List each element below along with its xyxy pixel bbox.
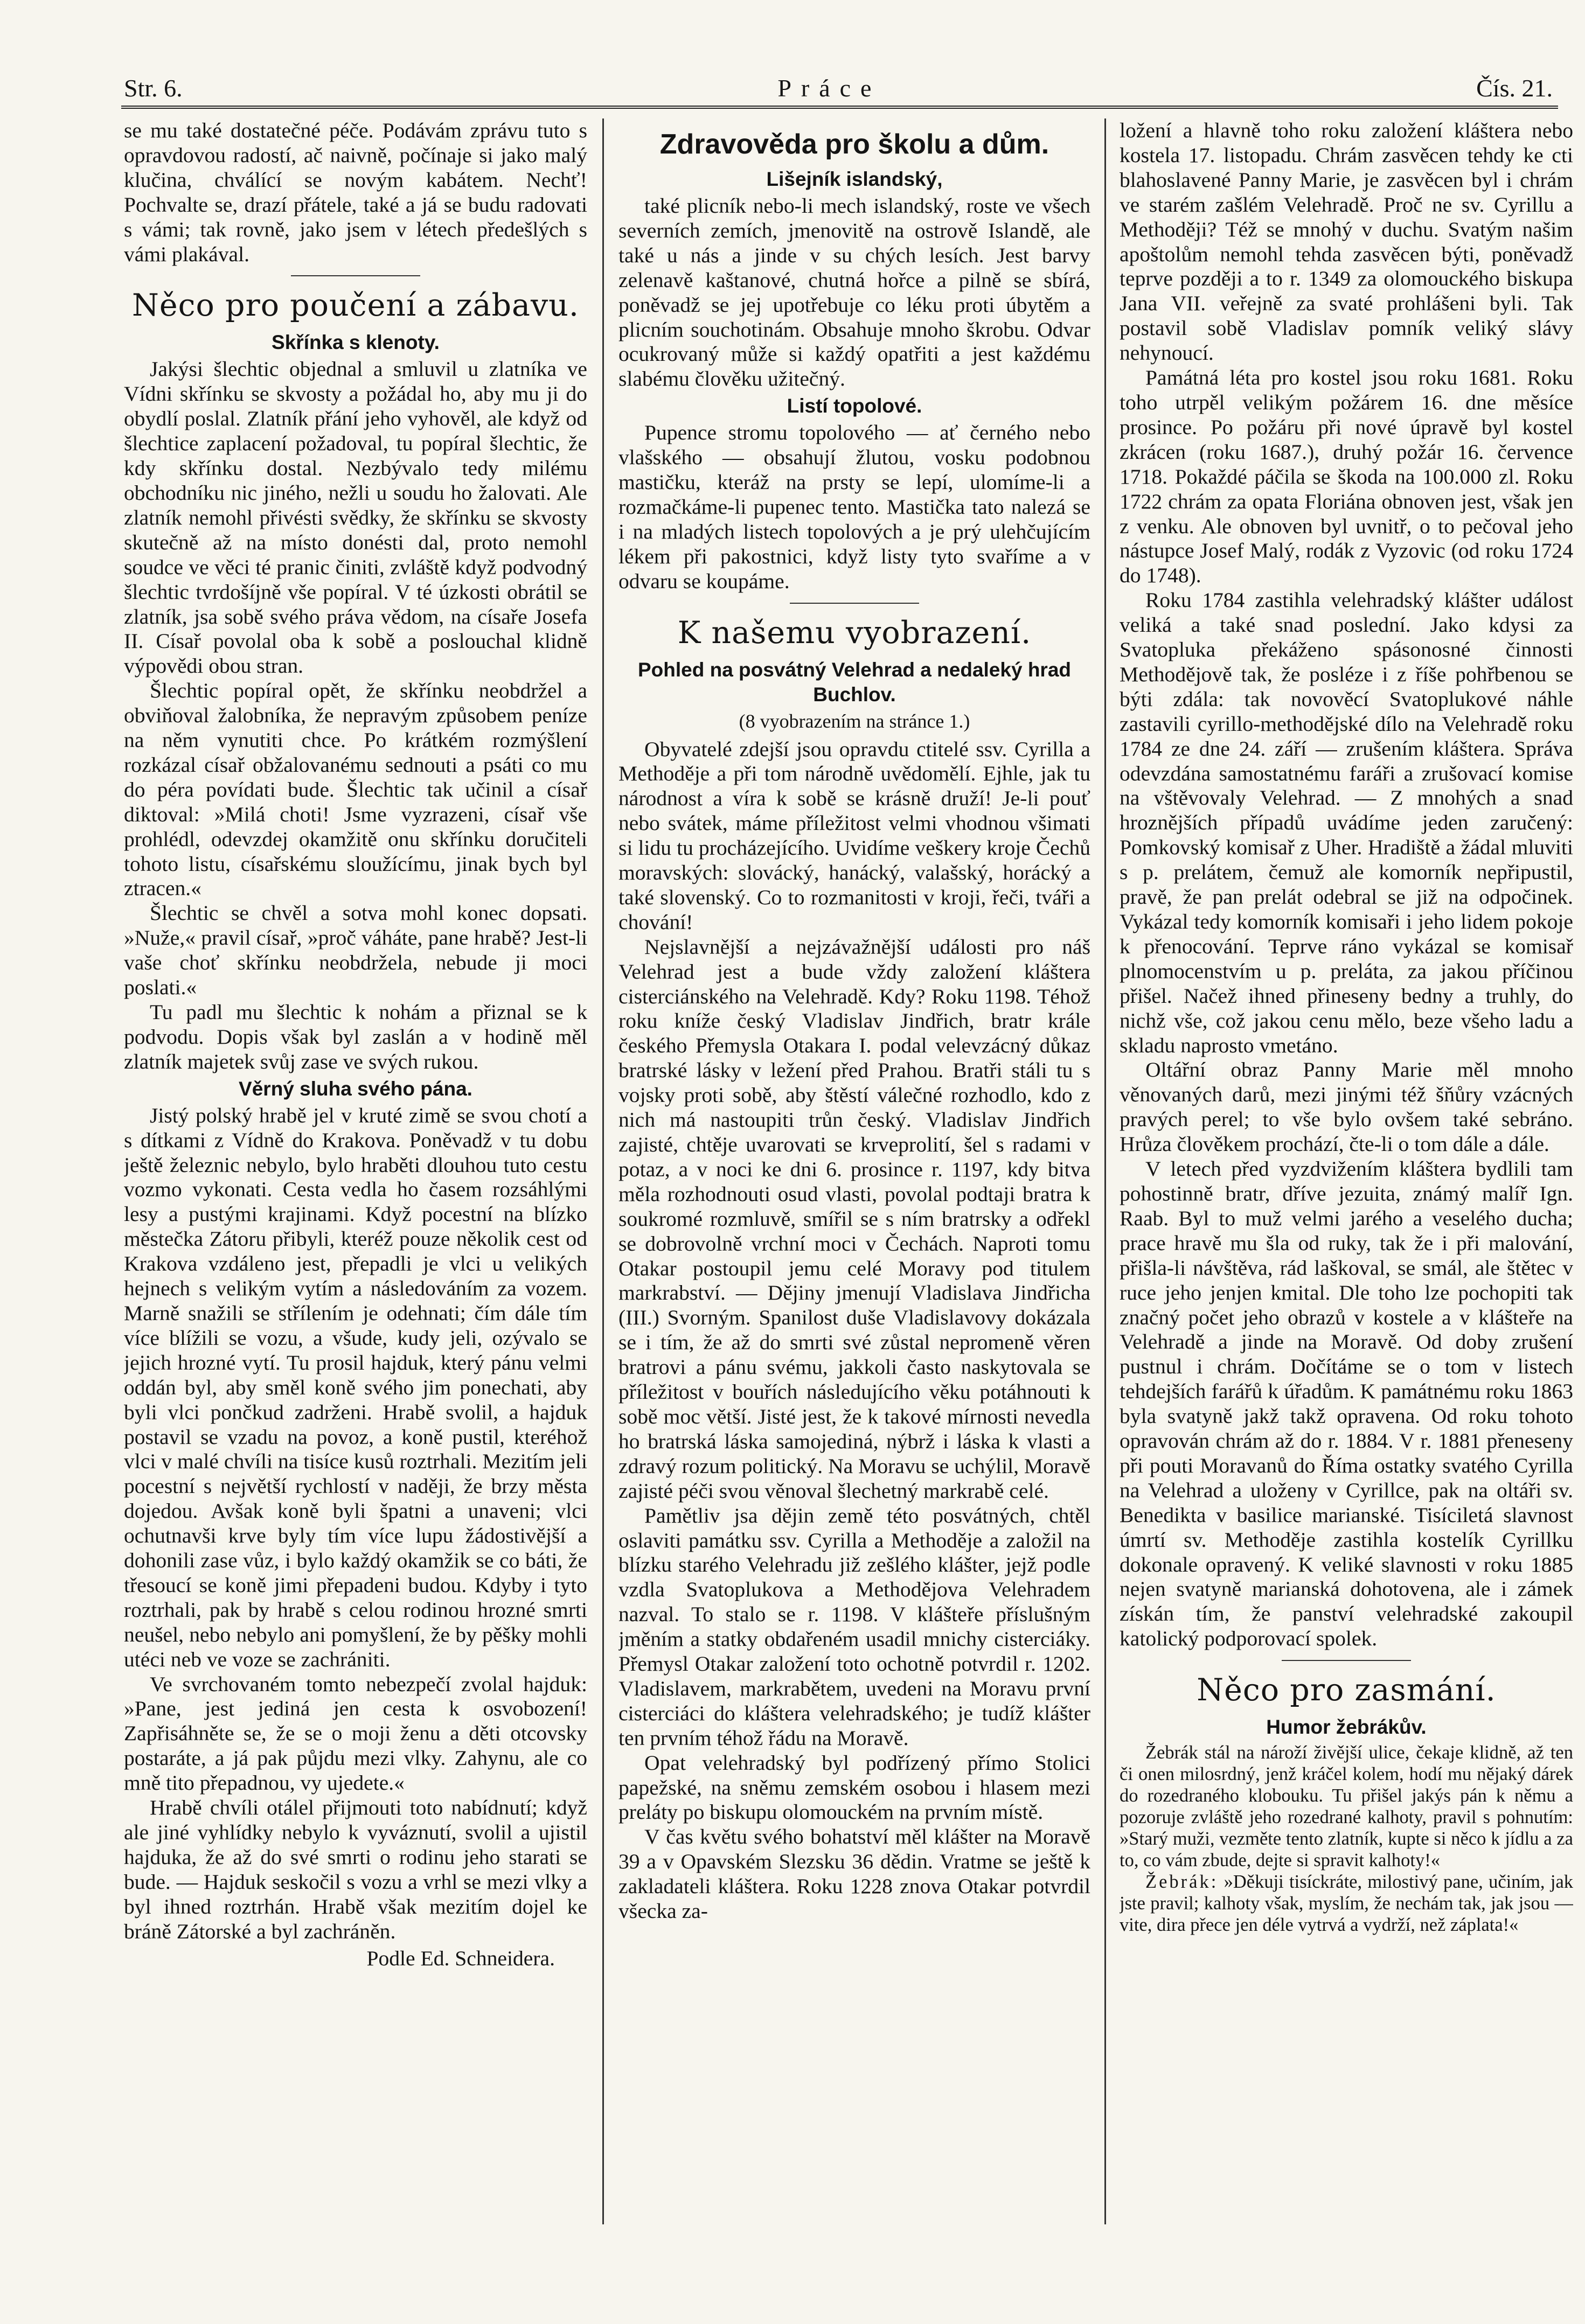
header-rule	[121, 106, 1558, 109]
running-header	[124, 65, 1553, 102]
issue-number: Čís. 21.	[1476, 74, 1553, 102]
paragraph: Opat velehradský byl podřízený přímo Stolici papežské, na sněmu zemském osobou i hlasem mezi preláty po biskupu olomouckém na prvním místě.	[618, 1750, 1090, 1824]
page-number: Str. 6.	[124, 74, 183, 102]
paragraph: ložení a hlavně toho roku založení kláštera nebo kostela 17. listopadu. Chrám zasvěcen tehdy ke cti blahoslavené Panny Marie, je zasvěcen byl i chrám ve starém zašlém Velehradě. Proč ne sv. Cyrillu a Methoději? Též se mnohý v duchu. Svatým našim apoštolům nemohl tehda zasvěcen býti, poněvadž teprve později a to r. 1349 za olomouckého biskupa Jana VII. veřejně za svaté prohlášeni byli. Tak postavil sobě Vladislav pomník veliký slávy nehynoucí.	[1120, 118, 1573, 365]
paragraph: Tu padl mu šlechtic k nohám a přiznal se k podvodu. Dopis však byl zaslán a v hodině měl zlatník majetek svůj zase ve svých rukou.	[124, 1000, 587, 1073]
section-title-humor: Něco pro zasmání.	[1197, 1672, 1496, 1708]
paragraph: V letech před vyzdvižením kláštera bydlili tam pohostinně bratr, dříve jezuita, známý malíř Ign. Raab. Byl to muž velmi jarého a veselého ducha; prace hravě mu šla od ruky, tak že i při malování, přišla-li návštěva, rád laškoval, se smál, ale štětec v ruce jeho jenjen kmital. Dle toho lze pochopiti tak značný počet jeho obrazů v kostele a v klášteře na Velehradě a jinde na Moravě. Od doby zrušení pustnul i chrám. Dočítáme se o tom v listech tehdejších farářů k úřadům. K památnému roku 1863 byla svatyně jakž takž opravena. Od roku tohoto opravován chrám až do r. 1884. V r. 1881 přeneseny při pouti Moravanů do Říma ostatky svatého Cyrilla na Velehrad a uloženy v Cyrillce, pak na oltáři sv. Benedikta v basilice marianské. Tisíciletá slavnost úmrtí sv. Methoděje zastihla kostelík Cyrillku dokonale opravený. K veliké slavnosti v roku 1885 nejen svatyně marianská dohotovena, ale i zámek získán tím, že panství velehradské zakoupil katolický podporovací spolek.	[1120, 1157, 1573, 1651]
separator-rule	[1282, 1660, 1411, 1661]
dialogue-text: »Děkuji tisíckráte, milostivý pane, učiním, jak jste pravil; kalhoty však, myslím, že nechám tak, jak jsou — vite, dira přece jen déle vytrvá a vydrží, než záplata!«	[1120, 1872, 1573, 1936]
paragraph: V čas květu svého bohatství měl klášter na Moravě 39 a v Opavském Slezsku 36 dědin. Vratme se ještě k zakladateli kláštera. Roku 1228 znova Otakar potvrdil všecka za-	[618, 1825, 1090, 1923]
masthead-title: Práce	[777, 74, 881, 102]
story-title-faithful-servant: Věrný sluha svého pána.	[239, 1077, 472, 1100]
paragraph: Památná léta pro kostel jsou roku 1681. Roku toho utrpěl velikým požárem 16. dne měsíce prosince. Po požáru při nové úpravě byl kostel zkrácen (roku 1687.), druhý požár 16. července 1718. Pokaždé páčila se škoda na 100.000 zl. Roku 1722 chrám za opata Floriána obnoven jest, však jen z venku. Ale obnoven byl uvnitř, o to pečoval jeho nástupce Josef Malý, rodák z Vyzovic (od roku 1724 do 1748).	[1120, 366, 1573, 588]
paragraph: Šlechtic popíral opět, že skřínku neobdržel a obviňoval žalobníka, že nepravým způsobem peníze na něm vynutiti chce. Po krátkém rozmýšlení rozkázal císař obžalovanému sednouti a psáti co mu do péra povídati bude. Šlechtic tak učinil a císař diktoval: »Milá choti! Jsme vyzrazeni, císař vše prohlédl, odevzdej okamžitě onu skřínku doručiteli tohoto listu, císařskému sloužícímu, jinak bych byl ztracen.«	[124, 679, 587, 901]
paragraph: Šlechtic se chvěl a sotva mohl konec dopsati. »Nuže,« pravil císař, »proč váháte, pane hrabě? Jest-li vaše choť skřínku neobdržela, nebude ji moci poslati.«	[124, 901, 587, 1000]
subhead-icelandic-lichen: Lišejník islandský,	[766, 168, 943, 190]
column-divider	[1104, 118, 1106, 2224]
paragraph: také plicník nebo-li mech islandský, roste ve všech severních zemích, jmenovitě na ostrově Islandě, ale také u nás a jinde v su chých lesích. Jest barvy zelenavě kaštanové, chutná hořce a pilně se sbírá, poněvadž se jej upotřebuje co léku proti úbytěm a plicním souchotinám. Obsahuje mnoho škrobu. Odvar ocukrovaný může si každý opatřiti a jest každému slabému člověku užitečný.	[618, 194, 1090, 391]
separator-rule	[291, 275, 420, 276]
paragraph: Obyvatelé zdejší jsou opravdu ctitelé ssv. Cyrilla a Methoděje a při tom národně uvědomělí. Ejhle, jak tu národnost a víra k sobě se krásně druží! Je-li pouť nebo svátek, máme příležitost velmi vhodnou všimati si lidu tu procházejícího. Uvidíme veškery kroje Čechů moravských: slovácký, hanácký, valašský, horácký a také slovenský. Co to rozmanitosti v kroji, řeči, tváři a chování!	[618, 737, 1090, 934]
paragraph: Pamětliv jsa dějin země této posvátných, chtěl oslaviti památku ssv. Cyrilla a Methoděje a založil na blízku starého Velehradu již zešlého klášter, jejž podle vzdla Svatoplukova a Methodějova Velehradem nazval. To stalo se r. 1198. V klášteře příslušným jměním a statky obdařeném usadil mnichy cisterciáky. Přemysl Otakar založení toto ochotně potvrdil r. 1202. Vladislavem, markrabětem, uvedeni na Moravu první cisterciáci do kláštera velehradského; je tudíž klášter ten prvním téhož řádu na Moravě.	[618, 1503, 1090, 1750]
illustration-note: (8 vyobrazením na stránce 1.)	[739, 710, 970, 732]
byline: Podle Ed. Schneidera.	[366, 1946, 555, 1970]
paragraph: Roku 1784 zastihla velehradský klášter událost veliká a také snad poslední. Jako kdysi za Svatopluka překáženo spásonosné činnosti Methodějově tak, že posléze i z říše pohřbenou se býti zdála: tak novověcí Svatoplukové náhle zastavili cyrillo-methodějské dílo na Velehradě roku 1784 ze dne 24. září — zrušením kláštera. Správa odevzdána samostatnému faráři a zrušovací komise na vštěvovaly Velehrad. — Z mnohých a snad hroznějších případů uvádíme jeden zaručený: Pomkovský komisař z Uher. Hradiště a žádal mluviti s p. prelátem, čemuž ale komorník nepřipustil, pravě, že pan prelát odebral se již na odpočinek. Vykázal tedy komorník komisaři i jeho lidem pokoje k přenocování. Teprve ráno vykázal se komisař plnomocenstvím u p. preláta, za jakou příčinou přišel. Načež ihned přineseny bedny a truhly, do nichž vše, což jakou cenu mělo, beze všeho ladu a skladu naprosto vmetáno.	[1120, 588, 1573, 1057]
paragraph: Nejslavnější a nejzávažnější události pro náš Velehrad jest a bude vždy založení kláštera cisterciánského na Velehradě. Kdy? Roku 1198. Téhož roku kníže český Vladislav Jindřich, bratr krále českého Přemysla Otakara I. podal velevzácný důkaz bratrské lásky v ležení před Prahou. Bratři stáli tu s vojsky proti sobě, aby štěstí válečné rozhodlo, kdo z nich má nastoupiti trůn český. Vladislav Jindřich zajisté, chtěje uvarovati se krveprolití, šel s radami v potaz, a v noci ke dni 6. prosince r. 1197, kdy bitva měla rozhodnouti osud vlasti, povolal podtaji bratra k soukromé rozmluvě, smířil se s ním bratrsky a odřekl se dobrovolně vrchní moci v Čechách. Naproti tomu Otakar postoupil jemu celé Moravy pod titulem markrabství. — Dějiny jmenují Vladislava Jindřicha (III.) Svorným. Spanilost duše Vladislavovy dokázala se i tím, že až do smrti své zůstal nepromeně věren bratrovi a pánu svému, jakkoli často naskytovala se příležitost v bouřích následujícího věku potáhnouti k sobě moc větší. Jisté jest, že k takové mírnosti nevedla ho bratrská láska samojediná, nýbrž i láska k vlasti a zdravý rozum politický. Na Moravu se uchýlil, Moravě zajisté péči svou věnoval šlechetný markrabě celé.	[618, 934, 1090, 1503]
column-right	[1120, 118, 1573, 2235]
paragraph: Jistý polský hrabě jel v kruté zimě se svou chotí a s dítkami z Vídně do Krakova. Poněvadž v tu dobu ještě železnic nebylo, bylo hraběti dlouhou tuto cestu vozmo vykonati. Cesta vedla ho časem rozsáhlými lesy a pustými krajinami. Když pocestní na blízko městečka Zátoru přibyli, kteréž pouze několik cest od Krakova vzdáleno jest, přepadli je vlci u velikých hejnech s velikým vytím a následováním za vozem. Marně snažili se střílením je odehnati; čím dále tím více blížili se vozu, a všude, kudy jeli, ozývalo se jejich hrozné vytí. Tu prosil hajduk, který pánu velmi oddán byl, aby směl koně svého jim ponechati, aby byli vlci pončkud zadrženi. Hrabě svolil, a hajduk postavil se vzadu na povoz, a koně pustil, kteréhož vlci v malé chvíli na tisíce kusů roztrhali. Mezitím jeli pocestní s největší rychlostí v naději, že brzy města dojedou. Avšak koně byli špatni a unaveni; vlci ochutnavši krve byly tím více lupu žádostivější a dohonili zase vůz, i bylo každý okamžik se co báti, že třesoucí se koně jimi přepadeni budou. Kdyby i tyto roztrhali, pak by hrabě s celou rodinou hrozné smrti neušel, nebo nebylo ani pomyšlení, že by pěšky mohli utéci neb ve voze se zachrániti.	[124, 1103, 587, 1671]
column-middle	[618, 118, 1090, 2235]
paragraph: Pupence stromu topolového — ať černého nebo vlašského — obsahují žlutou, vosku podobnou mastičku, kteráž na prsty se lepí, ulomíme-li a rozmačkáme-li pupenec tento. Mastička tato nalezá se i na mladých listech topolových a je prý ulehčujícím lékem při pakostnici, když listy tyto svaříme a v odvaru se koupáme.	[618, 421, 1090, 593]
subhead-poplar-leaves: Listí topolové.	[787, 395, 922, 417]
paragraph: Žebrák stál na nároží živější ulice, čekaje klidně, až ten či onen milosrdný, jenž kráčel kolem, hodí mu nějaký dárek do rozedraného klobouku. Tu přišel jakýs pán k němu a pozoruje zvláště jeho rozedrané kalhoty, pravil s pohnutím: »Starý muži, vezměte tento zlatník, kupte si něco k jídlu a za to, co vám zbude, dejte si spravit kalhoty!«	[1120, 1742, 1573, 1871]
section-title-health: Zdravověda pro školu a dům.	[659, 129, 1049, 160]
speaker-label: Žebrák:	[1145, 1872, 1219, 1893]
paragraph: Ve svrchovaném tomto nebezpečí zvolal hajduk: »Pane, jest jediná jen cesta k osvobození! Zapřisáhněte se, že se o moji ženu a děti otcovsky postaráte, a já pak půjdu mezi vlky. Zahynu, ale co mně tito přepadnou, vy ujedete.«	[124, 1672, 587, 1795]
subhead-velehrad: Pohled na posvátný Velehrad a nedaleký hrad Buchlov.	[637, 658, 1071, 706]
separator-rule	[790, 603, 919, 604]
intro-paragraph: se mu také dostatečné péče. Podávám zprávu tuto s opravdovou radostí, ač naivně, počínaje si jako malý klučina, chválící se novým kabátem. Nechť! Pochvalte se, drazí přátele, také a já se budu radovati s vámi; tak rovně, jako jsem v létech předešlých s vámi plakával.	[124, 118, 587, 266]
section-title-entertainment: Něco pro poučení a zábavu.	[132, 288, 579, 324]
paragraph	[1120, 1871, 1573, 1936]
section-title-illustration: K našemu vyobrazení.	[677, 615, 1032, 651]
subhead-beggar-humor: Humor žebrákův.	[1266, 1716, 1427, 1739]
column-divider	[602, 118, 604, 2224]
paragraph: Jakýsi šlechtic objednal a smluvil u zlatníka ve Vídni skřínku se skvosty a požádal ho, aby mu ji do obydlí poslal. Zlatník přání jeho vyhověl, ale když od šlechtice zaplacení požadoval, tu popíral šlechtic, že kdy skřínku dostal. Nezbývalo tedy milému obchodníku nic jiného, nežli u soudu ho žalovati. Ale zlatník nemohl přivésti svědky, že skřínku se skvosty skutečně až na místo donésti dal, proto nemohl soudce ve věci té pranic činiti, zvláště když podvodný šlechtic tvrdošíjně vše popíral. V té úzkosti obrátil se zlatník, jsa sobě svého práva vědom, na císaře Josefa II. Císař povolal oba k sobě a poslouchal klidně výpovědi obou stran.	[124, 357, 587, 678]
paragraph: Hrabě chvíli otálel přijmouti toto nabídnutí; když ale jiné vyhlídky nebylo k vyváznutí, svolil a ujistil hajduka, že až do své smrti o rodinu jeho starati se bude. — Hajduk seskočil s vozu a vrhl se mezi vlky a byl ihned roztrhán. Hrabě však mezitím dojel ke bráně Zátorské a byl zachráněn.	[124, 1796, 587, 1943]
column-left	[124, 118, 587, 2235]
paragraph: Oltářní obraz Panny Marie měl mnoho věnovaných darů, mezi jinými též šňůry vzácných pravých perel; to vše bylo ovšem také sebráno. Hrůza člověkem prochází, čte-li o tom dále a dále.	[1120, 1058, 1573, 1156]
story-title-jewel-box: Skřínka s klenoty.	[272, 331, 440, 354]
